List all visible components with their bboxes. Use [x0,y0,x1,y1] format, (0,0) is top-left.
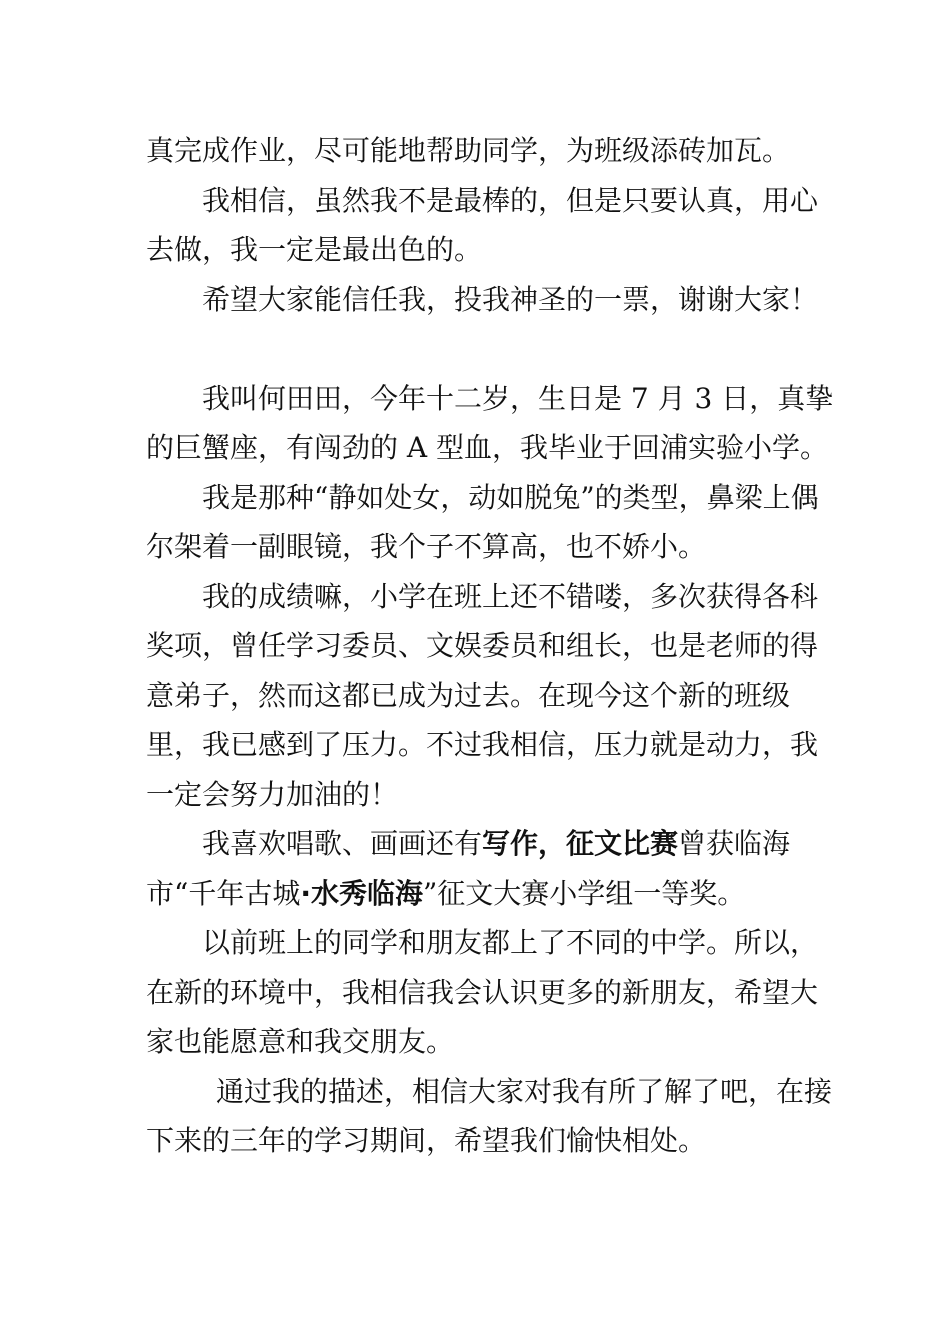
paragraph-appearance: 我是那种“静如处女，动如脱兔”的类型，鼻梁上偶尔架着一副眼镜，我个子不算高，也不娇小。 [146,480,819,563]
hobbies-text-bold-1: 写作，征文比赛 [482,827,679,860]
hobbies-text-e: ”征文大赛小学组一等奖。 [422,876,746,910]
paragraph-introduction: 我叫何田田，今年十二岁，生日是 7 月 3 日，真挚的巨蟹座，有闯劲的 A 型血，我毕业于回浦实验小学。 [146,381,834,464]
hobbies-text-a: 我喜欢唱歌、画画还有 [202,827,483,860]
paragraph-gap [146,324,836,374]
paragraph-grades: 我的成绩嘛，小学在班上还不错喽，多次获得各科奖项，曾任学习委员、文娱委员和组长，也是老师的得意弟子，然而这都已成为过去。在现今这个新的班级里，我已感到了压力。不过我相信，压力就是动力，我一定会努力加油的！ [146,579,819,811]
paragraph-friends: 以前班上的同学和朋友都上了不同的中学。所以，在新的环境中，我相信我会认识更多的新朋友，希望大家也能愿意和我交朋友。 [146,926,819,1058]
paragraph-continued: 真完成作业，尽可能地帮助同学，为班级添砖加瓦。 [146,134,791,167]
hobbies-text-bold-2: ·水秀临海 [300,876,423,910]
hobbies-text-c: 曾获临海市“千年古城 [146,827,791,910]
paragraph-hobbies [146,819,836,918]
document-body [146,126,836,1166]
paragraph-closing: 通过我的描述，相信大家对我有所了解了吧，在接下来的三年的学习期间，希望我们愉快相处。 [146,1074,833,1157]
paragraph-vote-request: 希望大家能信任我，投我神圣的一票，谢谢大家！ [202,282,819,316]
paragraph-belief: 我相信，虽然我不是最棒的，但是只要认真，用心去做，我一定是最出色的。 [146,183,819,266]
